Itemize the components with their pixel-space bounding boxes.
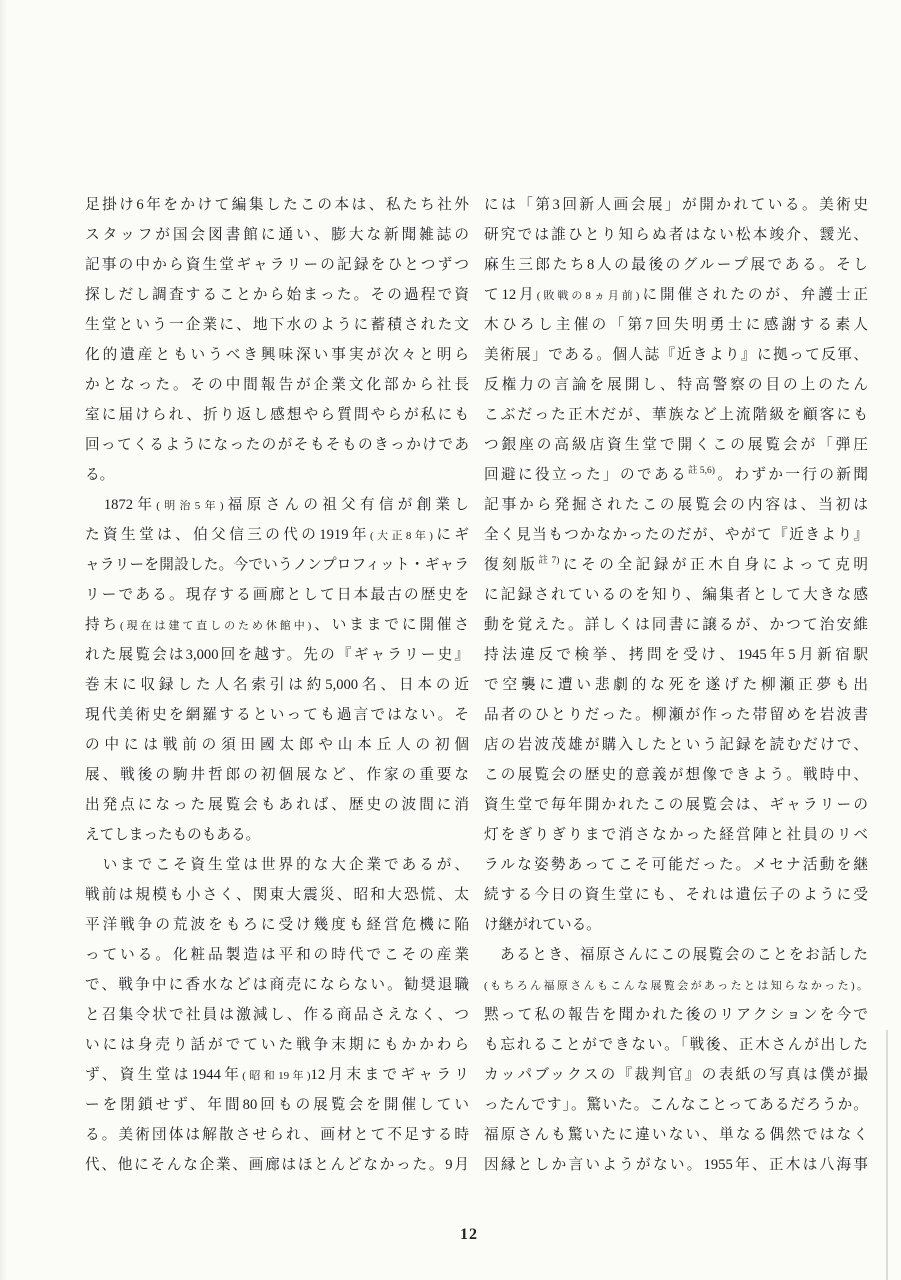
text-line: の中には戦前の須田國太郎や山本丘人の初個 <box>85 737 469 753</box>
text-line: えてしまったものもある。 <box>85 827 261 843</box>
text-line: 平洋戦争の荒波をもろに受け幾度も経営危機に陥 <box>85 917 469 933</box>
scan-left-edge-shadow <box>0 0 7 1280</box>
text-line: 記事の中から資生堂ギャラリーの記録をひとつずつ <box>85 257 469 273</box>
text-line: 木ひろし主催の「第7回失明勇士に感謝する素人 <box>484 317 868 333</box>
text-line: 巻末に収録した人名索引は約5,000名、日本の近 <box>85 677 469 693</box>
text-line: 灯をぎりぎりまで消さなかった経営陣と社員のリベ <box>484 827 868 843</box>
text-line: いまでこそ資生堂は世界的な大企業であるが、 <box>85 857 469 873</box>
text-line: ラルな姿勢あってこそ可能だった。メセナ活動を継 <box>484 857 868 873</box>
text-line: には「第3回新人画会展」が開かれている。美術史 <box>484 197 868 213</box>
text-line: も忘れることができない。「戦後、正木さんが出した <box>484 1037 868 1053</box>
text-line: 生堂という一企業に、地下水のように蓄積された文 <box>85 317 469 333</box>
text-line: 回避に役立った」のである$^{註5,6)}$。わずか一行の新聞 <box>484 466 868 483</box>
text-line: 代、他にそんな企業、画廊はほとんどなかった。9月 <box>85 1157 469 1173</box>
text-line: あるとき、福原さんにこの展覧会のことをお話した <box>484 947 868 963</box>
text-line: この展覧会の歴史的意義が想像できよう。戦時中、 <box>484 767 868 783</box>
text-line: ず、資生堂は1944年(昭和19年)12月末までギャラリ <box>85 1067 469 1083</box>
text-line: て12月(敗戦の8ヵ月前)に開催されたのが、弁護士正 <box>484 287 868 303</box>
footnote-reference: 註5,6) <box>688 466 715 476</box>
text-line: 品者のひとりだった。柳瀬が作った帯留めを岩波書 <box>484 707 868 723</box>
text-line: 続する今日の資生堂にも、それは遺伝子のように受 <box>484 887 868 903</box>
text-line: いには身売り話がでていた戦争末期にもかかわら <box>85 1037 469 1053</box>
text-line: スタッフが国会図書館に通い、膨大な新聞雑誌の <box>85 227 469 243</box>
text-line: ったんです」。驚いた。こんなことってあるだろうか。 <box>484 1097 868 1113</box>
text-line: 出発点になった展覧会もあれば、歴史の波間に消 <box>85 797 469 813</box>
text-line: 化的遺産ともいうべき興味深い事実が次々と明ら <box>85 347 469 363</box>
text-line: 探しだし調査することから始まった。その過程で資 <box>85 287 469 303</box>
small-print: (昭和19年) <box>242 1070 311 1082</box>
text-line: つ銀座の高級店資生堂で開くこの展覧会が「弾圧 <box>484 437 868 453</box>
text-line: 因縁としか言いようがない。1955年、正木は八海事 <box>484 1157 868 1173</box>
text-line: 黙って私の報告を聞かれた後のリアクションを今で <box>484 1007 868 1023</box>
text-line: 戦前は規模も小さく、関東大震災、昭和大恐慌、太 <box>85 887 469 903</box>
text-line <box>484 970 868 1000</box>
text-line: け継がれている。 <box>484 917 601 933</box>
text-line: 資生堂で毎年開かれたこの展覧会は、ギャラリーの <box>484 797 868 813</box>
left-column <box>85 190 469 1180</box>
text-line: 記事から発掘されたこの展覧会の内容は、当初は <box>484 497 868 513</box>
text-line: 回ってくるようになったのがそもそものきっかけであ <box>85 437 469 453</box>
text-line: 復刻版$^{註7)}$にその全記録が正木自身によって克明 <box>484 556 868 573</box>
page-number: 12 <box>460 1226 478 1243</box>
text-line: 持法違反で検挙、拷問を受け、1945年5月新宿駅 <box>484 647 868 663</box>
text-line: っている。化粧品製造は平和の時代でこその産業 <box>85 947 469 963</box>
text-line: ーを閉鎖せず、年間80回もの展覧会を開催してい <box>85 1097 469 1113</box>
small-print: (明治5年) <box>156 500 224 512</box>
text-line: た資生堂は、伯父信三の代の1919年(大正8年)にギ <box>85 527 469 543</box>
text-line: 店の岩波茂雄が購入したという記録を読むだけで、 <box>484 737 868 753</box>
text-line: かとなった。その中間報告が企業文化部から社長 <box>85 377 469 393</box>
text-line: と召集令状で社員は激減し、作る商品さえなく、つ <box>85 1007 469 1023</box>
text-line: 反権力の言論を展開し、特高警察の目の上のたん <box>484 377 868 393</box>
text-line: こぶだった正木だが、華族など上流階級を顧客にも <box>484 407 868 423</box>
small-print: (大正8年) <box>369 530 433 542</box>
scan-edge-artifact <box>886 1030 888 1280</box>
text-line: 現代美術史を網羅するといっても過言ではない。そ <box>85 707 469 723</box>
text-line: ャラリーを開設した。今でいうノンプロフィット・ギャラ <box>85 557 469 573</box>
text-line: れた展覧会は3,000回を越す。先の『ギャラリー史』 <box>85 647 469 663</box>
text-line: 研究では誰ひとり知らぬ者はない松本竣介、靉光、 <box>484 227 868 243</box>
text-line: 福原さんも驚いたに違いない、単なる偶然ではなく <box>484 1127 868 1143</box>
text-line: 持ち(現在は建て直しのため休館中)、いままでに開催さ <box>85 617 469 633</box>
footnote-reference: 註7) <box>538 556 560 566</box>
text-line: 1872年(明治5年)福原さんの祖父有信が創業し <box>85 497 469 513</box>
small-print: (もちろん福原さんもこんな展覧会があったとは知らなかった)。 <box>484 980 868 992</box>
text-line: る。 <box>85 467 115 483</box>
text-line: に記録されているのを知り、編集者として大きな感 <box>484 587 868 603</box>
text-line: で、戦争中に香水などは商売にならない。勧奨退職 <box>85 977 469 993</box>
small-print: (敗戦の8ヵ月前) <box>536 290 640 302</box>
text-line: 動を覚えた。詳しくは同書に譲るが、かつて治安維 <box>484 617 868 633</box>
text-line: 麻生三郎たち8人の最後のグループ展である。そし <box>484 257 868 273</box>
text-line: 美術展」である。個人誌『近きより』に拠って反軍、 <box>484 347 868 363</box>
text-line: 足掛け6年をかけて編集したこの本は、私たち社外 <box>85 197 469 213</box>
text-line: で空襲に遭い悲劇的な死を遂げた柳瀬正夢も出 <box>484 677 868 693</box>
text-line: 室に届けられ、折り返し感想やら質問やらが私にも <box>85 407 469 423</box>
text-line: 全く見当もつかなかったのだが、やがて『近きより』 <box>484 527 868 543</box>
right-column <box>484 190 868 1180</box>
text-line: 展、戦後の駒井哲郎の初個展など、作家の重要な <box>85 767 469 783</box>
text-line: カッパブックスの『裁判官』の表紙の写真は僕が撮 <box>484 1067 868 1083</box>
small-print: (現在は建て直しのため休館中) <box>120 620 312 632</box>
text-line: る。美術団体は解散させられ、画材とて不足する時 <box>85 1127 469 1143</box>
text-line: リーである。現存する画廊として日本最古の歴史を <box>85 587 469 603</box>
